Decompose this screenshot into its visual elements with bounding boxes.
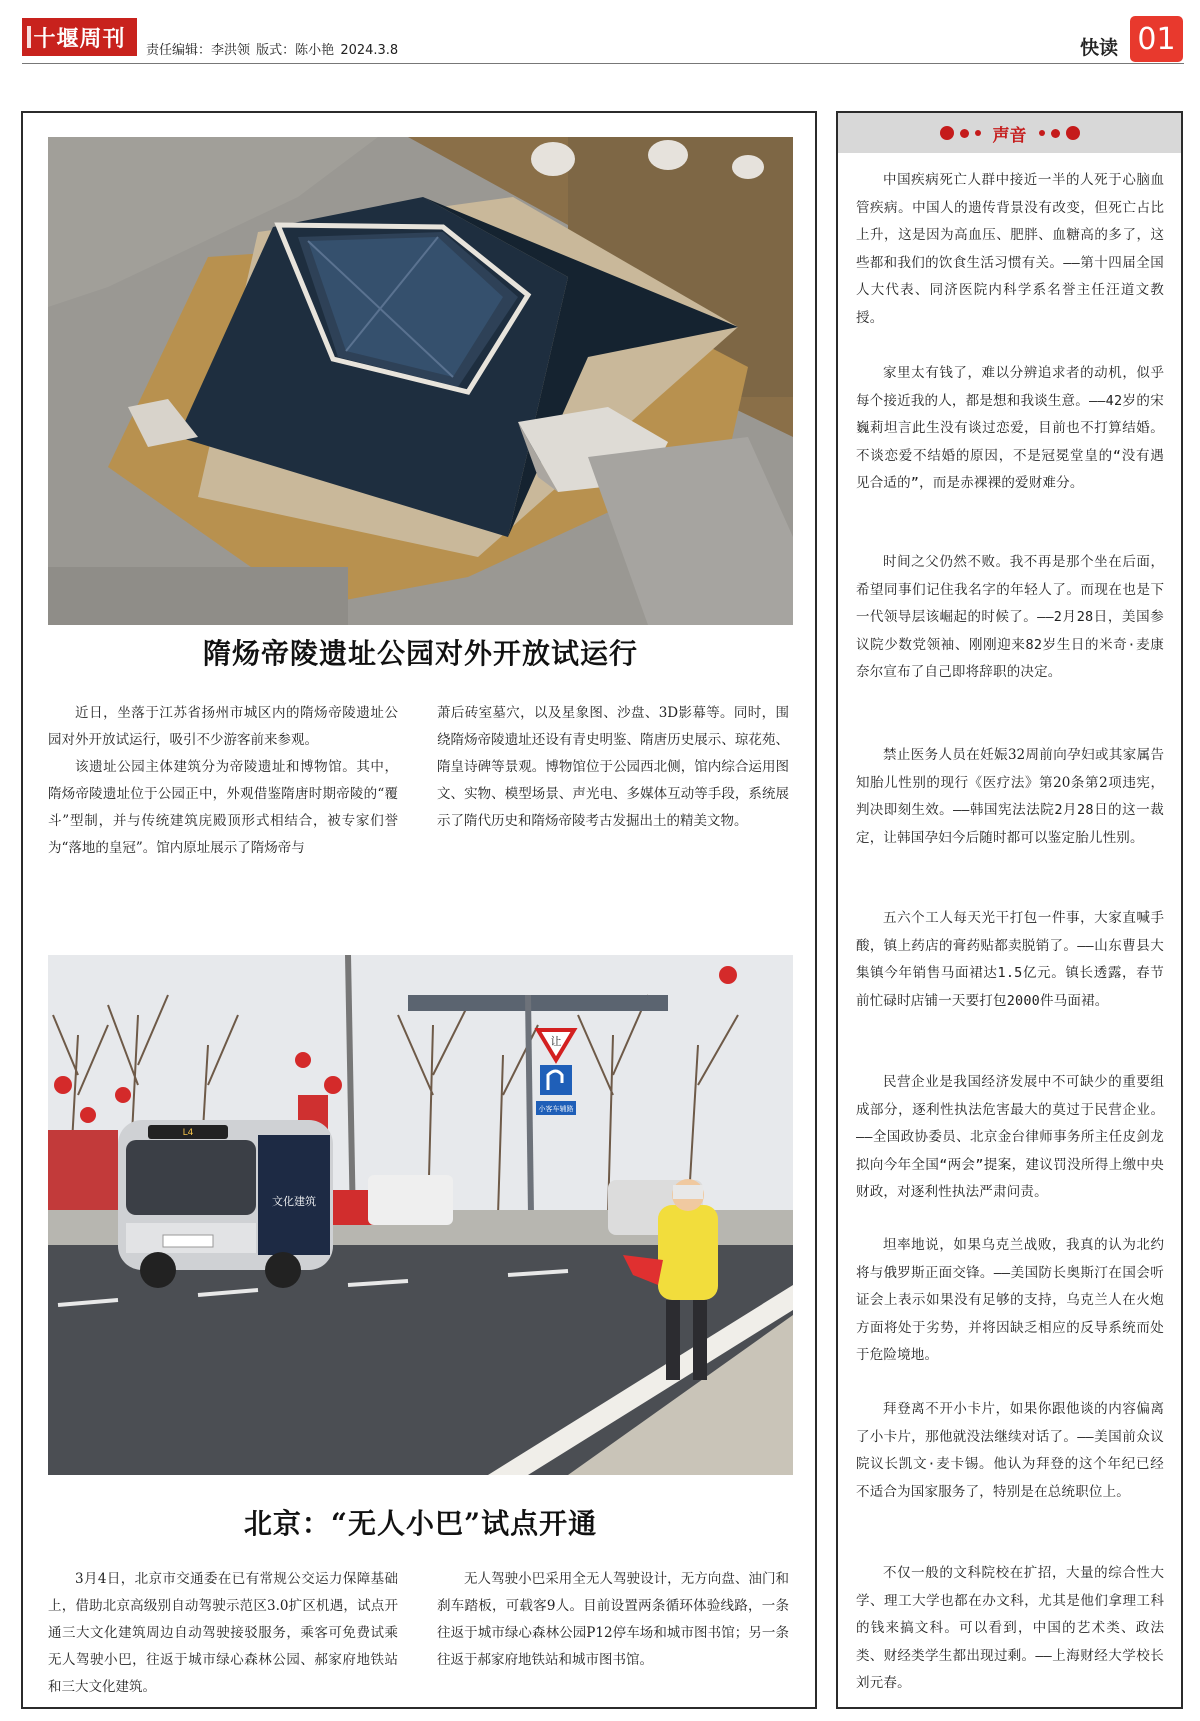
article1-paragraph-1: 近日，坐落于江苏省扬州市城区内的隋炀帝陵遗址公园对外开放试运行，吸引不少游客前来参观。 (48, 705, 398, 748)
voice-quote-9: 不仅一般的文科院校在扩招，大量的综合性大学、理工大学也都在办文科，尤其是他们拿理工科的钱来搞文科。可以看到，中国的艺术类、政法类、财经类学生都出现过剩。 (856, 1565, 1164, 1664)
voice-quote-8: 拜登离不开小卡片，如果你跟他谈的内容偏离了小卡片，那他就没法继续对话了。 (856, 1401, 1164, 1445)
article1-column-right (437, 700, 789, 835)
voice-quote-4: 禁止医务人员在妊娠32周前向孕妇或其家属告知胎儿性别的现行《医疗法》第20条第2项违宪，判决即刻生效。 (856, 747, 1164, 818)
article2-headline: 北京：“无人小巴”试点开通 (243, 1507, 598, 1540)
voice-source-3: ——2月28日，美国参议院少数党领袖、刚刚迎来82岁生日的米奇·麦康奈尔宣布了自己即将辞职的决定。 (856, 609, 1165, 680)
dot-medium-icon (1051, 129, 1060, 138)
bus-route-text: 文化建筑 (272, 1195, 316, 1208)
voice-item-8 (856, 1396, 1164, 1506)
article1-headline: 隋炀帝陵遗址公园对外开放试运行 (202, 637, 638, 670)
dot-large-icon (940, 126, 954, 140)
article1-column-left (48, 700, 398, 862)
layout-credit: 版式：陈小艳 (256, 43, 335, 58)
voice-source-8: ——美国前众议院议长凯文·麦卡锡。他认为拜登的这个年纪已经不适合为国家服务了，特别是在总统职位上。 (856, 1428, 1165, 1500)
masthead-title: 十堰周刊 (33, 25, 126, 52)
mausoleum-aerial-photo (48, 137, 793, 625)
voice-item-5 (856, 905, 1164, 1015)
issue-date: 2024.3.8 (340, 43, 399, 58)
voice-item-9 (856, 1560, 1164, 1698)
bus-display-text: L4 (182, 1128, 194, 1138)
yield-sign-text: 让 (550, 1035, 562, 1048)
road-sign-text: 小客车辅路 (538, 1105, 574, 1113)
editor-credit: 责任编辑：李洪领 (146, 43, 251, 58)
voices-title: 声音 (992, 125, 1027, 146)
masthead-bar (27, 26, 31, 48)
voice-source-6: ——全国政协委员、北京金台律师事务所主任皮剑龙拟向今年全国“两会”提案，建议罚没所得上缴中央财政，对逐利性执法严肃问责。 (856, 1129, 1164, 1200)
dot-small-icon (1039, 130, 1045, 136)
voice-source-9: ——上海财经大学校长刘元春。 (856, 1647, 1164, 1691)
voice-source-7: ——美国防长奥斯汀在国会听证会上表示如果没有足够的支持，乌克兰人在火炮方面将处于劣势，并将因缺乏相应的反导系统而处于危险境地。 (856, 1264, 1164, 1363)
article1-paragraph-2b: 萧后砖室墓穴，以及星象图、沙盘、3D影幕等。同时，围绕隋炀帝陵遗址还设有青史明鉴、隋唐历史展示、琼花苑、隋皇诗碑等景观。博物馆位于公园西北侧，馆内综合运用图文、实物、模型场景、声光电、多媒体互动等手段，系统展示了隋代历史和隋炀帝陵考古发掘出土的精美文物。 (437, 705, 789, 829)
article2-paragraph-1: 3月4日，北京市交通委在已有常规公交运力保障基础上，借助北京高级别自动驾驶示范区3.0扩区机遇，试点开通三大文化建筑周边自动驾驶接驳服务，乘客可免费试乘无人驾驶小巴，往返于城市绿心森林公园、郝家府地铁站和三大文化建筑。 (48, 1571, 398, 1695)
autonomous-bus-photo (48, 955, 793, 1475)
voice-source-2: ——42岁的宋巍莉坦言此生没有谈过恋爱，目前也不打算结婚。不谈恋爱不结婚的原因，不是冠冕堂皇的“没有遇见合适的”，而是赤裸裸的爱财难分。 (856, 392, 1164, 491)
voice-quote-5: 五六个工人每天光干打包一件事，大家直喊手酸，镇上药店的膏药贴都卖脱销了。 (856, 910, 1164, 954)
dot-large-icon (1066, 126, 1080, 140)
voices-title-bar (838, 113, 1181, 153)
article2-column-left (48, 1566, 398, 1701)
voice-item-4 (856, 742, 1164, 852)
voice-item-2 (856, 360, 1164, 498)
voice-item-1 (856, 167, 1164, 332)
voice-quote-3: 时间之父仍然不败。我不再是那个坐在后面，希望同事们记住我名字的年轻人了。而现在也是下一代领导层该崛起的时候了。 (856, 554, 1164, 625)
voice-source-4: ——韩国宪法法院2月28日的这一裁定，让韩国孕妇今后随时都可以鉴定胎儿性别。 (856, 802, 1164, 846)
voice-quote-7: 坦率地说，如果乌克兰战败，我真的认为北约将与俄罗斯正面交锋。 (856, 1237, 1164, 1281)
header-rule (22, 63, 1184, 64)
voice-quote-6: 民营企业是我国经济发展中不可缺少的重要组成部分，逐利性执法危害最大的莫过于民营企业。 (856, 1074, 1164, 1118)
voice-item-6 (856, 1069, 1164, 1207)
article1-paragraph-2a: 该遗址公园主体建筑分为帝陵遗址和博物馆。其中，隋炀帝陵遗址位于公园正中，外观借鉴隋唐时期帝陵的“覆斗”型制，并与传统建筑庑殿顶形式相结合，被专家们誉为“落地的皇冠”。馆内原址展示了隋炀帝与 (48, 759, 398, 856)
page-number-badge: 01 (1130, 16, 1183, 62)
voice-source-5: ——山东曹县大集镇今年销售马面裙达1.5亿元。镇长透露，春节前忙碌时店铺一天要打包2000件马面裙。 (856, 937, 1165, 1009)
voice-quote-1: 中国疾病死亡人群中接近一半的人死于心脑血管疾病。中国人的遗传背景没有改变，但死亡占比上升，这是因为高血压、肥胖、血糖高的多了，这些都和我们的饮食生活习惯有关。 (856, 172, 1164, 271)
page-credits (146, 39, 400, 58)
voice-source-1: ——第十四届全国人大代表、同济医院内科学系名誉主任汪道文教授。 (856, 254, 1165, 326)
voice-item-7 (856, 1232, 1164, 1370)
voice-quote-2: 家里太有钱了，难以分辨追求者的动机，似乎每个接近我的人，都是想和我谈生意。 (856, 365, 1164, 409)
dot-medium-icon (960, 129, 969, 138)
article2-column-right (437, 1566, 789, 1674)
dot-small-icon (975, 130, 981, 136)
voice-item-3 (856, 549, 1164, 687)
masthead-logo (22, 18, 137, 56)
article2-paragraph-2: 无人驾驶小巴采用全无人驾驶设计，无方向盘、油门和刹车踏板，可载客9人。目前设置两条循环体验线路，一条往返于城市绿心森林公园P12停车场和城市图书馆；另一条往返于郝家府地铁站和城市图书馆。 (437, 1571, 789, 1668)
section-label: 快读 (1080, 37, 1119, 59)
